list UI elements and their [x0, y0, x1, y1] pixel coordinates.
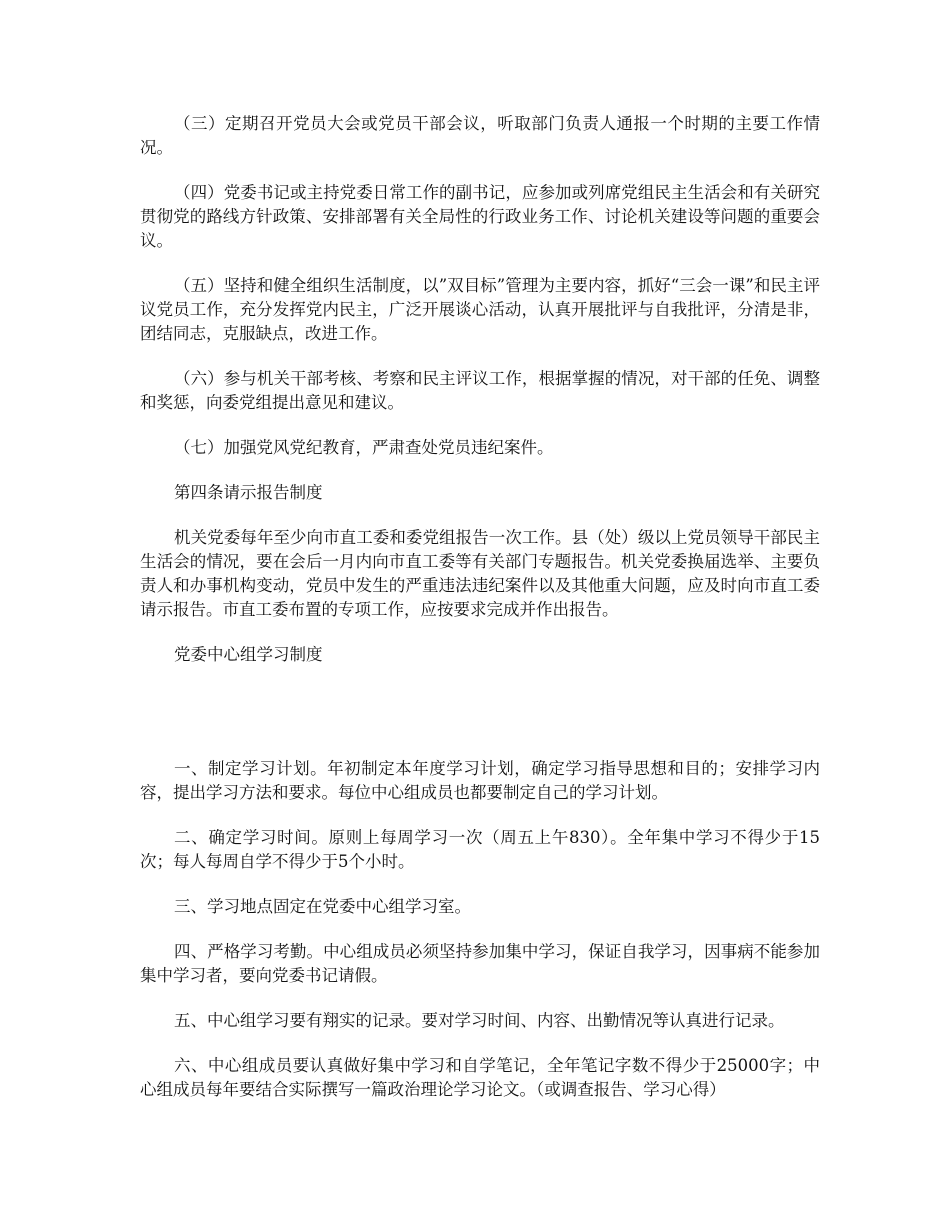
study-item-4: 四、严格学习考勤。中心组成员必须坚持参加集中学习，保证自我学习，因事病不能参加集中学习者，要向党委书记请假。 — [140, 942, 820, 985]
paragraph-item-3: （三）定期召开党员大会或党员干部会议，听取部门负责人通报一个时期的主要工作情况。 — [140, 114, 820, 157]
article4-heading: 第四条请示报告制度 — [174, 483, 323, 502]
study-item-6: 六、中心组成员要认真做好集中学习和自学笔记，全年笔记字数不得少于25000字；中心组成员每年要结合实际撰写一篇政治理论学习论文。（或调查报告、学习心得） — [140, 1056, 820, 1099]
paragraph-item-5: （五）坚持和健全组织生活制度，以”双目标”管理为主要内容，抓好“三会一课”和民主评议党员工作，充分发挥党内民主，广泛开展谈心活动，认真开展批评与自我批评，分清是非，团结同志，克服缺点，改进工作。 — [140, 276, 820, 343]
paragraph-item-6: （六）参与机关干部考核、考察和民主评议工作，根据掌握的情况，对干部的任免、调整和奖惩，向委党组提出意见和建议。 — [140, 369, 820, 412]
paragraph-item-4: （四）党委书记或主持党委日常工作的副书记，应参加或列席党组民主生活会和有关研究贯彻党的路线方针政策、安排部署有关全局性的行政业务工作、讨论机关建设等问题的重要会议。 — [140, 183, 820, 250]
article4-body: 机关党委每年至少向市直工委和委党组报告一次工作。县（处）级以上党员领导干部民主生活会的情况，要在会后一月内向市直工委等有关部门专题报告。机关党委换届选举、主要负责人和办事机构变动，党员中发生的严重违法违纪案件以及其他重大问题，应及时向市直工委请示报告。市直工委布置的专项工作，应按要求完成并作出报告。 — [140, 528, 820, 619]
study-item-1: 一、制定学习计划。年初制定本年度学习计划，确定学习指导思想和目的；安排学习内容，提出学习方法和要求。每位中心组成员也都要制定自己的学习计划。 — [140, 759, 820, 802]
study-item-2: 二、确定学习时间。原则上每周学习一次（周五上午830）。全年集中学习不得少于15次；每人每周自学不得少于5个小时。 — [140, 828, 820, 871]
study-system-heading: 党委中心组学习制度 — [174, 645, 323, 664]
study-item-3: 三、学习地点固定在党委中心组学习室。 — [174, 897, 471, 916]
section-spacer — [140, 688, 820, 757]
paragraph-item-7: （七）加强党风党纪教育，严肃查处党员违纪案件。 — [174, 438, 554, 457]
document-body — [140, 112, 820, 1123]
study-item-5: 五、中心组学习要有翔实的记录。要对学习时间、内容、出勤情况等认真进行记录。 — [174, 1011, 785, 1030]
